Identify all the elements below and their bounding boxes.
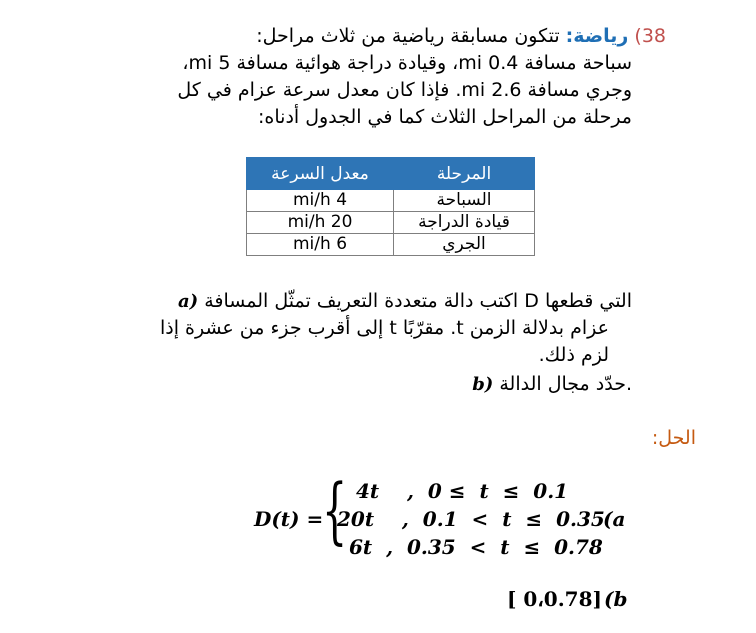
speed-cell: 20 mi/h — [247, 212, 394, 234]
table-header-row — [247, 158, 535, 190]
piecewise-case-2: 20t , 0.1 < t ≤ 0.35 — [337, 507, 605, 531]
speed-cell: 6 mi/h — [247, 234, 394, 256]
part-b-text: حدّد مجال الدالة. — [499, 373, 632, 395]
problem-text-1: تتكون مسابقة رياضية من ثلاث مراحل: — [256, 25, 560, 47]
stage-cell: قيادة الدراجة — [394, 212, 535, 234]
piecewise-lhs: D(t) = — [254, 507, 324, 531]
speeds-table — [246, 157, 535, 256]
solution-heading: الحل: — [651, 427, 696, 449]
part-a-line-3: لزم ذلك. — [538, 344, 609, 366]
solution-b-label: (b — [604, 587, 628, 611]
part-b-line — [472, 371, 632, 398]
table-row — [247, 190, 535, 212]
part-a-line-1 — [178, 288, 632, 315]
stage-cell: السباحة — [394, 190, 535, 212]
part-a-text-1: اكتب دالة متعددة التعريف تمثّل المسافة D التي قطعها — [204, 290, 632, 312]
stage-cell: الجري — [394, 234, 535, 256]
piecewise-case-3: 6t , 0.35 < t ≤ 0.78 — [349, 535, 603, 559]
header-speed: معدل السرعة — [247, 158, 394, 190]
header-stage: المرحلة — [394, 158, 535, 190]
problem-line-1 — [256, 23, 666, 49]
table-row — [247, 212, 535, 234]
problem-line-3: وجري مسافة 2.6 mi. فإذا كان معدل سرعة عزام في كل — [177, 79, 632, 101]
speed-cell: 4 mi/h — [247, 190, 394, 212]
piecewise-case-1: 4t , 0 ≤ t ≤ 0.1 — [356, 479, 569, 503]
problem-line-2: سباحة مسافة 0.4 mi، وقيادة دراجة هوائية مسافة 5 mi، — [182, 52, 632, 74]
problem-number: 38) — [634, 25, 666, 47]
piecewise-brace: { — [322, 468, 348, 552]
problem-line-4: مرحلة من المراحل الثلاث كما في الجدول أدناه: — [258, 106, 632, 128]
part-a-line-2: عزام بدلالة الزمن t. مقرّبًا t إلى أقرب جزء من عشرة إذا — [159, 317, 609, 339]
part-a-label: a) — [178, 291, 199, 312]
problem-topic: رياضة: — [565, 25, 629, 47]
part-b-label: b) — [472, 374, 494, 395]
table-row — [247, 234, 535, 256]
domain-interval: [ 0،0.78] — [507, 587, 602, 611]
solution-a-label: (a — [603, 507, 626, 531]
